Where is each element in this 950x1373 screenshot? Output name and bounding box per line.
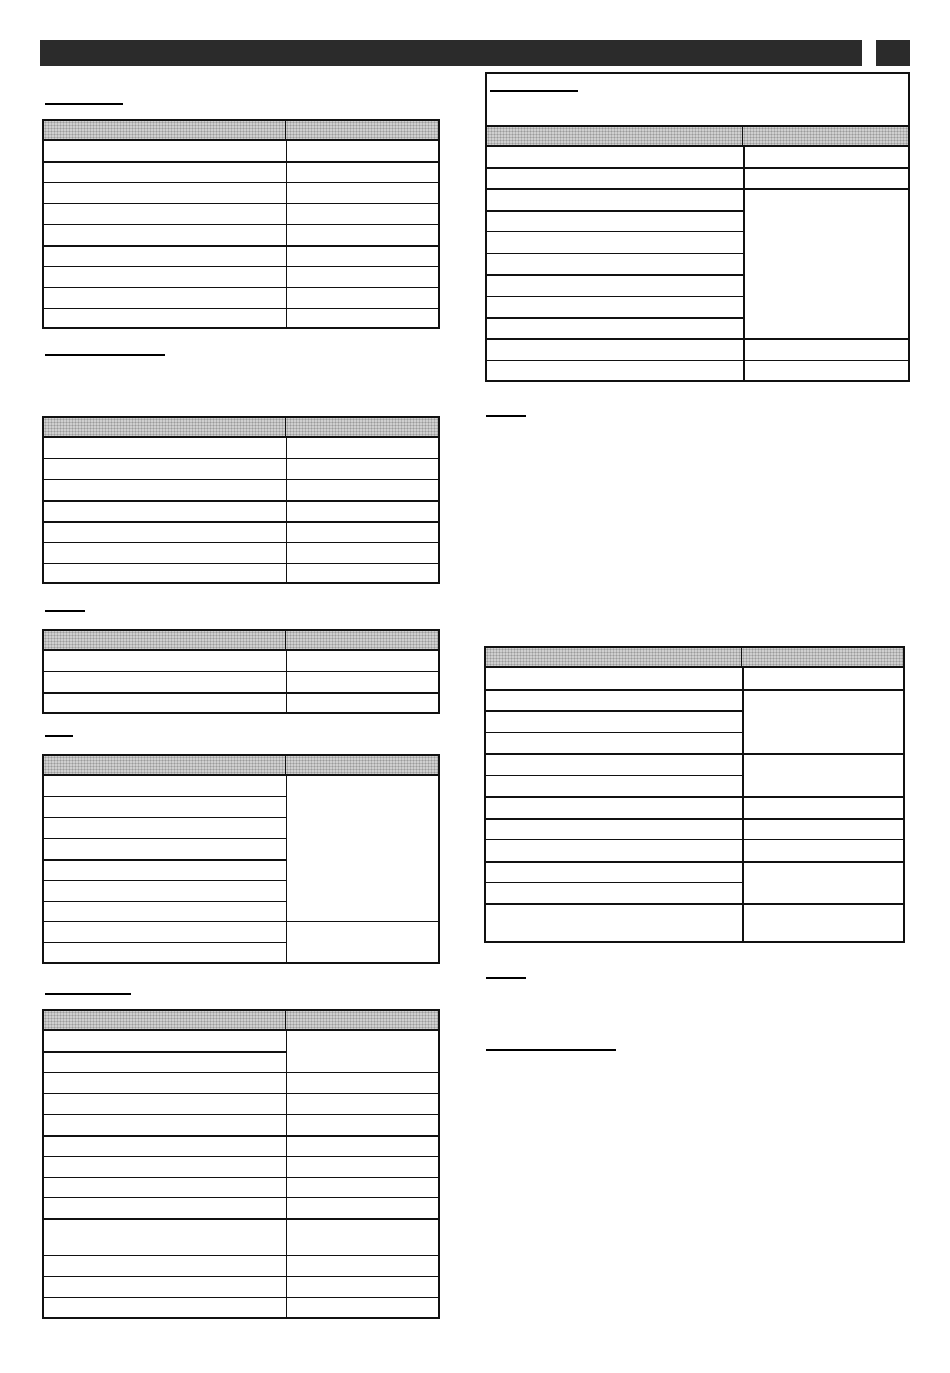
- table-row: [44, 1276, 438, 1277]
- table-row: [44, 224, 438, 225]
- table-row: [44, 308, 438, 309]
- table-row: [44, 817, 286, 818]
- table-7-header-left: [486, 648, 742, 668]
- table-1-header-right: [286, 121, 438, 141]
- table-3-header-left: [44, 631, 286, 651]
- table-row: [44, 1297, 438, 1298]
- section-7-heading-underline: [486, 415, 526, 417]
- table-row: [44, 859, 286, 861]
- table-3-header-right: [286, 631, 438, 651]
- section-9-heading-underline: [486, 1049, 616, 1051]
- table-row: [44, 563, 438, 564]
- table-row: [486, 882, 742, 883]
- table-row: [44, 796, 286, 797]
- table-row: [44, 203, 438, 204]
- table-1-divider: [286, 141, 287, 327]
- page-number-box: [876, 40, 910, 66]
- table-row: [44, 921, 438, 922]
- section-3-heading-underline: [45, 610, 85, 612]
- table-row: [487, 360, 908, 361]
- section-6-heading-underline: [490, 90, 578, 92]
- table-row: [487, 210, 743, 212]
- table-row: [44, 458, 438, 459]
- table-row: [44, 500, 438, 502]
- table-row: [486, 775, 742, 776]
- table-row: [44, 880, 286, 881]
- table-5-header-right: [286, 1011, 438, 1031]
- table-5: [42, 1009, 440, 1319]
- table-1: [42, 119, 440, 329]
- table-row: [486, 861, 903, 863]
- table-3-divider: [286, 651, 287, 712]
- table-3: [42, 629, 440, 714]
- table-row: [44, 1156, 438, 1157]
- table-row: [487, 317, 743, 319]
- table-2: [42, 416, 440, 584]
- table-5-header-left: [44, 1011, 286, 1031]
- table-row: [44, 245, 438, 247]
- table-row: [487, 253, 743, 254]
- table-7: [484, 646, 905, 943]
- table-row: [44, 479, 438, 480]
- table-4-header-left: [44, 756, 286, 776]
- table-row: [44, 287, 438, 288]
- table-row: [486, 689, 903, 691]
- table-row: [44, 161, 438, 163]
- table-row: [487, 231, 743, 232]
- table-row: [487, 188, 908, 190]
- table-5-divider: [286, 1031, 287, 1317]
- table-6: [485, 125, 910, 382]
- section-2-heading-underline: [45, 354, 165, 356]
- table-row: [44, 1093, 438, 1094]
- table-row: [44, 942, 286, 943]
- table-row: [44, 671, 438, 672]
- section-8-heading-underline: [486, 977, 526, 979]
- table-row: [44, 1114, 438, 1115]
- table-row: [44, 1197, 438, 1198]
- table-row: [486, 818, 903, 820]
- table-2-header-left: [44, 418, 286, 438]
- table-4-divider: [286, 776, 287, 962]
- table-row: [44, 182, 438, 183]
- section-1-heading-underline: [45, 103, 123, 105]
- table-row: [44, 838, 286, 839]
- table-row: [44, 1218, 438, 1220]
- table-2-divider: [286, 438, 287, 582]
- table-row: [44, 1177, 438, 1178]
- table-row: [486, 796, 903, 798]
- table-6-header-left: [487, 127, 743, 147]
- table-1-header-left: [44, 121, 286, 141]
- table-row: [44, 901, 286, 902]
- table-row: [44, 521, 438, 523]
- table-row: [44, 542, 438, 543]
- table-7-header-right: [742, 648, 903, 668]
- table-row: [487, 338, 908, 340]
- table-4-header-right: [286, 756, 438, 776]
- table-row: [44, 1072, 438, 1073]
- table-2-header-right: [286, 418, 438, 438]
- table-row: [487, 274, 743, 276]
- table-row: [486, 839, 903, 840]
- section-5-heading-underline: [45, 993, 131, 995]
- table-row: [44, 692, 438, 694]
- table-row: [487, 167, 908, 169]
- table-row: [486, 753, 903, 755]
- table-7-divider: [742, 668, 744, 941]
- table-row: [44, 1135, 438, 1137]
- header-bar: [40, 40, 862, 66]
- table-row: [486, 903, 903, 905]
- table-row: [486, 710, 742, 712]
- table-row: [486, 732, 742, 733]
- section-4-heading-underline: [45, 735, 73, 737]
- table-row: [44, 1051, 286, 1053]
- table-4: [42, 754, 440, 964]
- table-row: [44, 1255, 438, 1256]
- table-6-divider: [743, 147, 745, 380]
- table-6-header-right: [743, 127, 908, 147]
- table-row: [44, 266, 438, 267]
- table-row: [487, 296, 743, 297]
